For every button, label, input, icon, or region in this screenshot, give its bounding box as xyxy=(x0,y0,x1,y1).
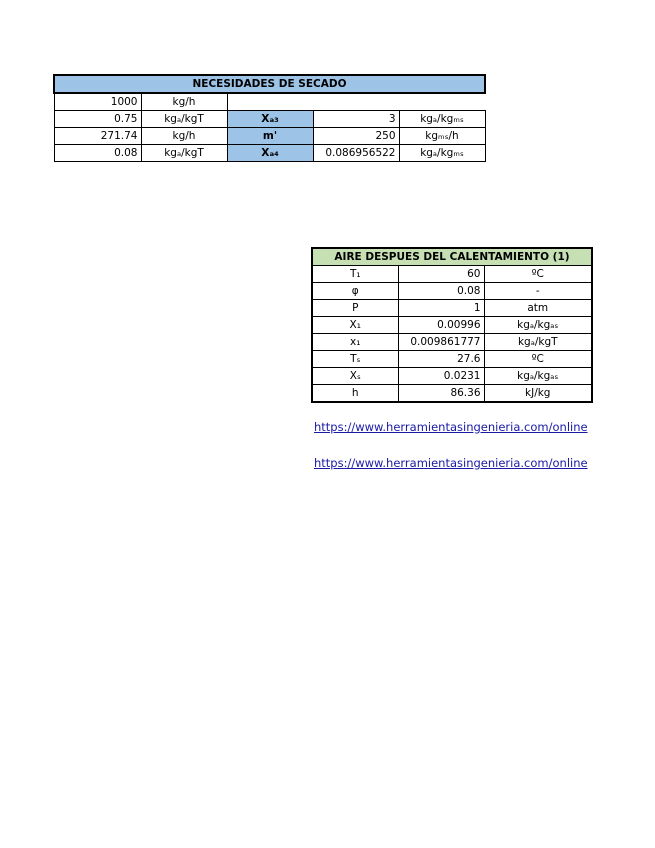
cell-unit[interactable]: kgₐ/kgT xyxy=(141,145,227,162)
table-row xyxy=(54,75,485,93)
cell-value[interactable]: 1000 xyxy=(54,93,141,111)
herramientas-link[interactable]: https://www.herramientasingenieria.com/online xyxy=(314,456,588,470)
aire-title: AIRE DESPUES DEL CALENTAMIENTO (1) xyxy=(312,248,592,266)
table-row xyxy=(312,266,592,283)
cell-label[interactable]: x₁ xyxy=(312,334,398,351)
cell-label[interactable]: T₁ xyxy=(312,266,398,283)
cell-empty[interactable] xyxy=(227,93,485,111)
cell-unit[interactable]: ºC xyxy=(484,266,592,283)
herramientas-link[interactable]: https://www.herramientasingenieria.com/online xyxy=(314,420,588,434)
cell-value[interactable]: 0.086956522 xyxy=(313,145,399,162)
table-row xyxy=(312,351,592,368)
table-row xyxy=(312,283,592,300)
cell-unit[interactable]: atm xyxy=(484,300,592,317)
cell-value[interactable]: 0.08 xyxy=(398,283,484,300)
cell-label[interactable]: X₁ xyxy=(312,317,398,334)
cell-label[interactable]: Xₐ₃ xyxy=(227,111,313,128)
cell-unit[interactable]: kgₐ/kgₐₛ xyxy=(484,368,592,385)
cell-unit[interactable]: kgₐ/kgT xyxy=(141,111,227,128)
cell-value[interactable]: 0.75 xyxy=(54,111,141,128)
cell-unit[interactable]: kg/h xyxy=(141,128,227,145)
cell-unit[interactable]: kJ/kg xyxy=(484,385,592,403)
cell-value[interactable]: 0.0231 xyxy=(398,368,484,385)
aire-table xyxy=(311,247,593,403)
table-row xyxy=(312,248,592,266)
cell-label[interactable]: Xₐ₄ xyxy=(227,145,313,162)
cell-label[interactable]: P xyxy=(312,300,398,317)
secado-title: NECESIDADES DE SECADO xyxy=(54,75,485,93)
cell-unit[interactable]: kgₐ/kgₘₛ xyxy=(399,111,485,128)
table-row xyxy=(54,145,485,162)
cell-unit[interactable]: kgₘₛ/h xyxy=(399,128,485,145)
cell-unit[interactable]: ºC xyxy=(484,351,592,368)
cell-label[interactable]: φ xyxy=(312,283,398,300)
cell-unit[interactable]: kg/h xyxy=(141,93,227,111)
cell-label[interactable]: Xₛ xyxy=(312,368,398,385)
table-row xyxy=(54,111,485,128)
cell-value[interactable]: 0.00996 xyxy=(398,317,484,334)
table-row xyxy=(312,368,592,385)
cell-unit[interactable]: kgₐ/kgₘₛ xyxy=(399,145,485,162)
cell-unit[interactable]: kgₐ/kgT xyxy=(484,334,592,351)
cell-label[interactable]: m' xyxy=(227,128,313,145)
table-row xyxy=(312,317,592,334)
cell-unit[interactable]: - xyxy=(484,283,592,300)
cell-value[interactable]: 0.009861777 xyxy=(398,334,484,351)
cell-label[interactable]: h xyxy=(312,385,398,403)
cell-value[interactable]: 27.6 xyxy=(398,351,484,368)
cell-value[interactable]: 271.74 xyxy=(54,128,141,145)
table-row xyxy=(312,300,592,317)
table-row xyxy=(54,128,485,145)
table-row xyxy=(312,334,592,351)
table-row xyxy=(54,93,485,111)
cell-value[interactable]: 1 xyxy=(398,300,484,317)
cell-value[interactable]: 60 xyxy=(398,266,484,283)
secado-table xyxy=(53,74,486,162)
cell-value[interactable]: 3 xyxy=(313,111,399,128)
table-row xyxy=(312,385,592,403)
cell-label[interactable]: Tₛ xyxy=(312,351,398,368)
cell-value[interactable]: 86.36 xyxy=(398,385,484,403)
cell-value[interactable]: 0.08 xyxy=(54,145,141,162)
cell-unit[interactable]: kgₐ/kgₐₛ xyxy=(484,317,592,334)
cell-value[interactable]: 250 xyxy=(313,128,399,145)
